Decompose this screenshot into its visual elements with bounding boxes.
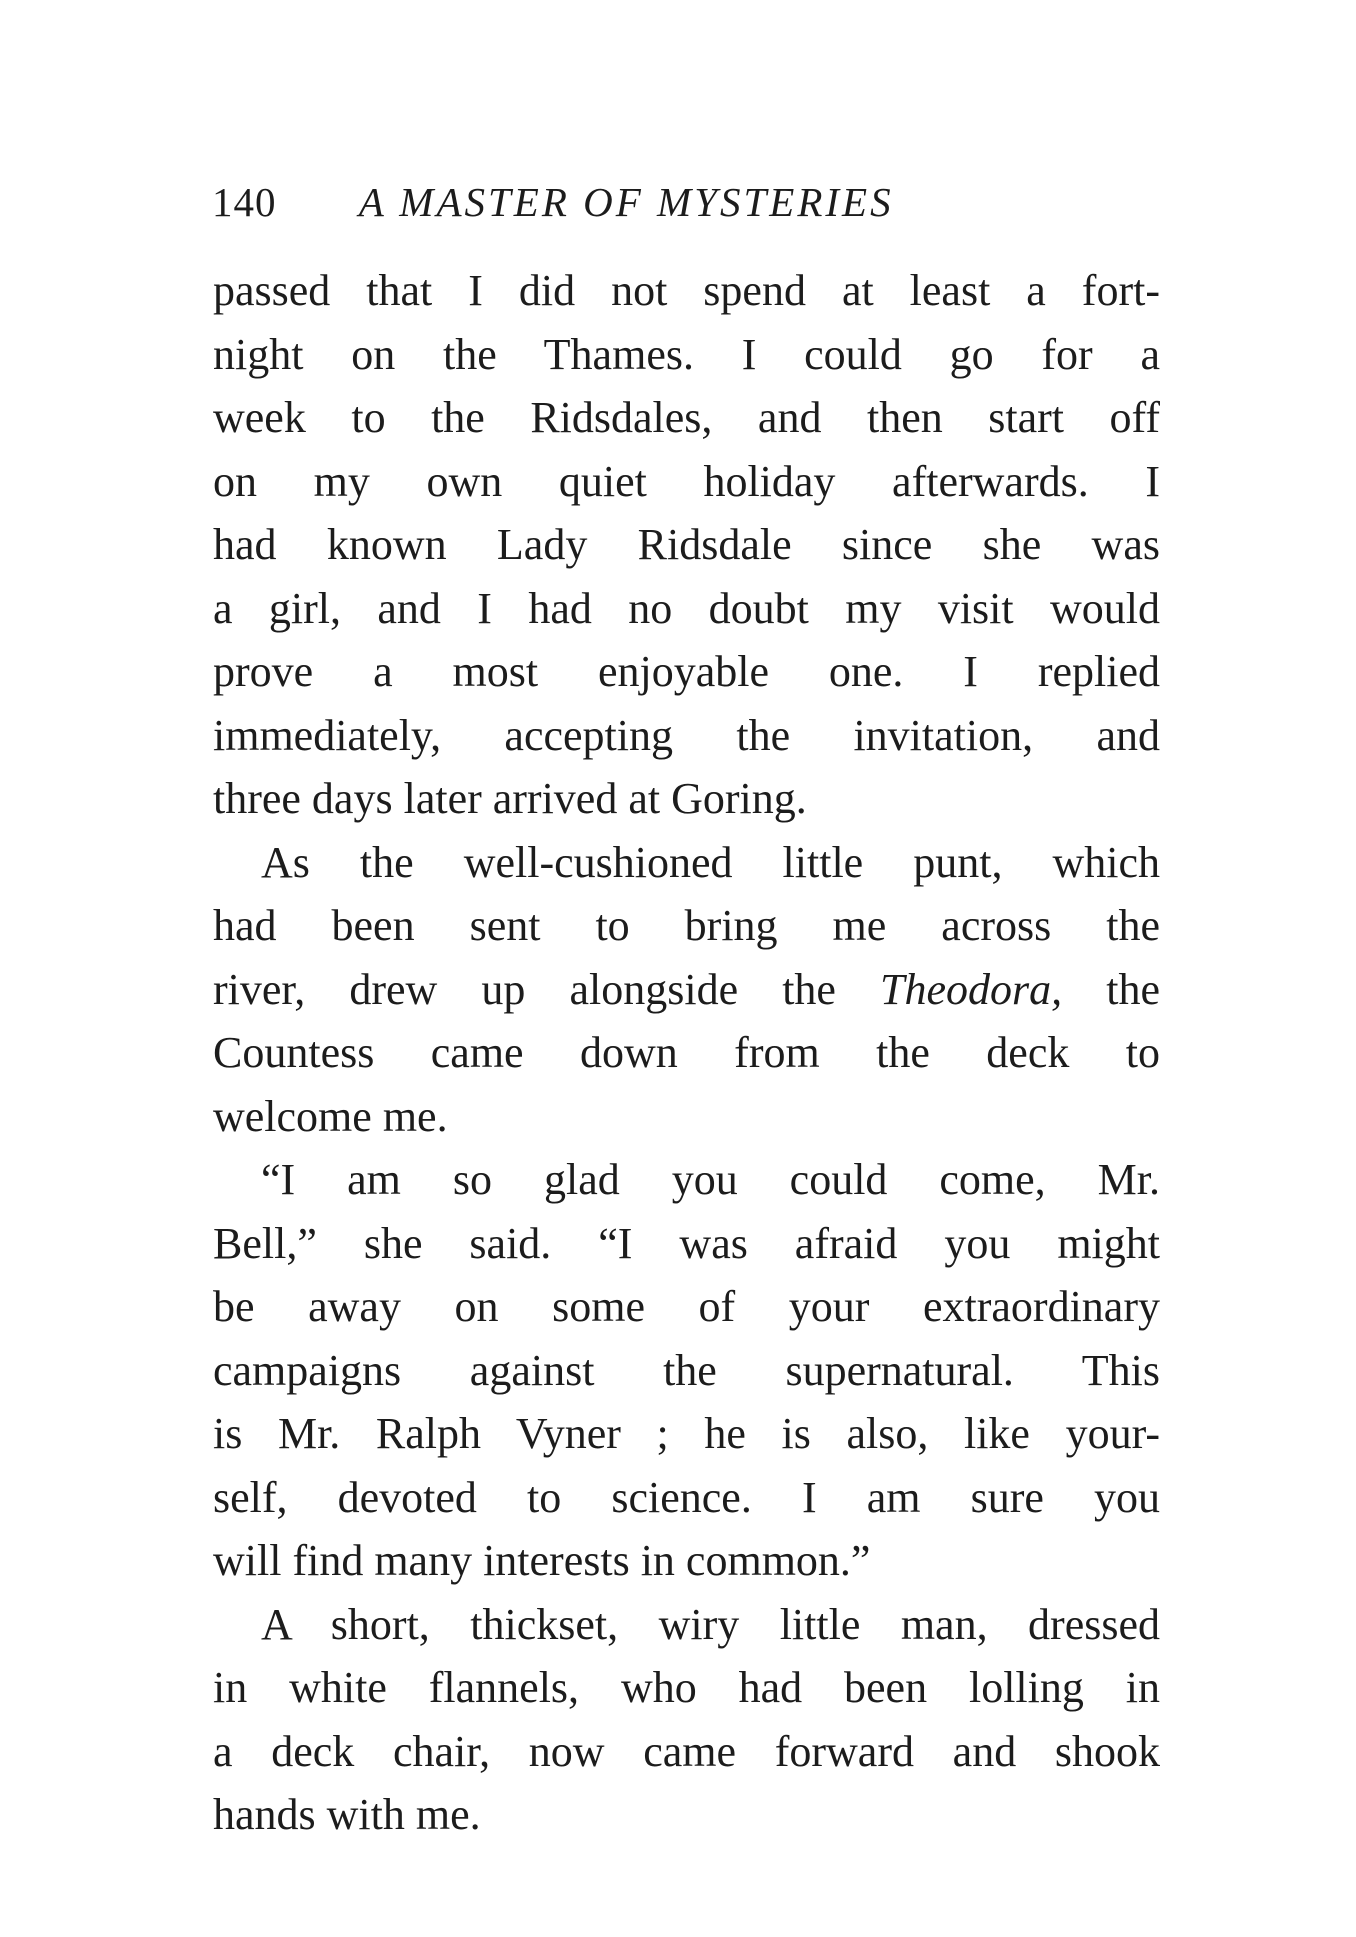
- page-number: 140: [212, 179, 277, 225]
- line-text: welcome me.: [213, 1091, 448, 1141]
- text-line: [213, 450, 1160, 514]
- text-line: [213, 831, 1160, 895]
- line-text: the: [1062, 964, 1160, 1014]
- line-text: is Mr. Ralph Vyner ; he is also, like your-: [213, 1409, 1160, 1458]
- line-text: immediately, accepting the invitation, and: [213, 710, 1160, 760]
- text-line: [213, 1021, 1160, 1085]
- line-text: week to the Ridsdales, and then start off: [213, 393, 1160, 442]
- line-text: a deck chair, now came forward and shook: [213, 1726, 1160, 1776]
- line-text: a girl, and I had no doubt my visit would: [213, 583, 1160, 633]
- text-line: [213, 1720, 1160, 1784]
- italic-text: Theodora,: [880, 964, 1063, 1014]
- text-line: [213, 1212, 1160, 1276]
- text-line: [213, 640, 1160, 704]
- text-line: [213, 1339, 1160, 1403]
- line-text: on my own quiet holiday afterwards. I: [213, 456, 1160, 506]
- text-line: [213, 1275, 1160, 1339]
- text-line: [213, 386, 1160, 450]
- text-line: [213, 259, 1160, 323]
- line-text: had been sent to bring me across the: [213, 901, 1160, 950]
- text-line: [213, 1148, 1160, 1212]
- running-head: [212, 174, 1162, 230]
- line-text: night on the Thames. I could go for a: [213, 329, 1160, 379]
- text-line: [213, 1783, 1160, 1847]
- line-text: will find many interests in common.”: [213, 1536, 871, 1585]
- text-line: [213, 1656, 1160, 1720]
- line-text: self, devoted to science. I am sure you: [213, 1472, 1160, 1522]
- text-line: [213, 958, 1160, 1022]
- line-text: Bell,” she said. “I was afraid you might: [213, 1218, 1160, 1268]
- text-line: [213, 704, 1160, 768]
- line-text: be away on some of your extraordinary: [213, 1282, 1160, 1331]
- text-line: [213, 1529, 1160, 1593]
- line-text: three days later arrived at Goring.: [213, 774, 807, 823]
- line-text: passed that I did not spend at least a fort-: [213, 266, 1160, 315]
- line-text: in white flannels, who had been lolling in: [213, 1663, 1160, 1712]
- line-text: hands with me.: [213, 1790, 481, 1839]
- line-text: As the well-cushioned little punt, which: [261, 837, 1160, 887]
- line-text: had known Lady Ridsdale since she was: [213, 520, 1160, 569]
- line-text: A short, thickset, wiry little man, dressed: [261, 1599, 1160, 1649]
- running-title: A MASTER OF MYSTERIES: [358, 179, 894, 225]
- line-text: “I am so glad you could come, Mr.: [261, 1155, 1160, 1204]
- text-line: [213, 1593, 1160, 1657]
- line-text: Countess came down from the deck to: [213, 1028, 1160, 1077]
- line-text: campaigns against the supernatural. This: [213, 1345, 1160, 1395]
- text-line: [213, 513, 1160, 577]
- text-line: [213, 577, 1160, 641]
- line-text: river, drew up alongside the: [213, 964, 881, 1014]
- body-text: [213, 259, 1160, 1847]
- text-line: [213, 1466, 1160, 1530]
- text-line: [213, 1085, 1160, 1149]
- line-text: prove a most enjoyable one. I replied: [213, 647, 1160, 696]
- text-line: [213, 1402, 1160, 1466]
- text-line: [213, 767, 1160, 831]
- text-line: [213, 894, 1160, 958]
- text-line: [213, 323, 1160, 387]
